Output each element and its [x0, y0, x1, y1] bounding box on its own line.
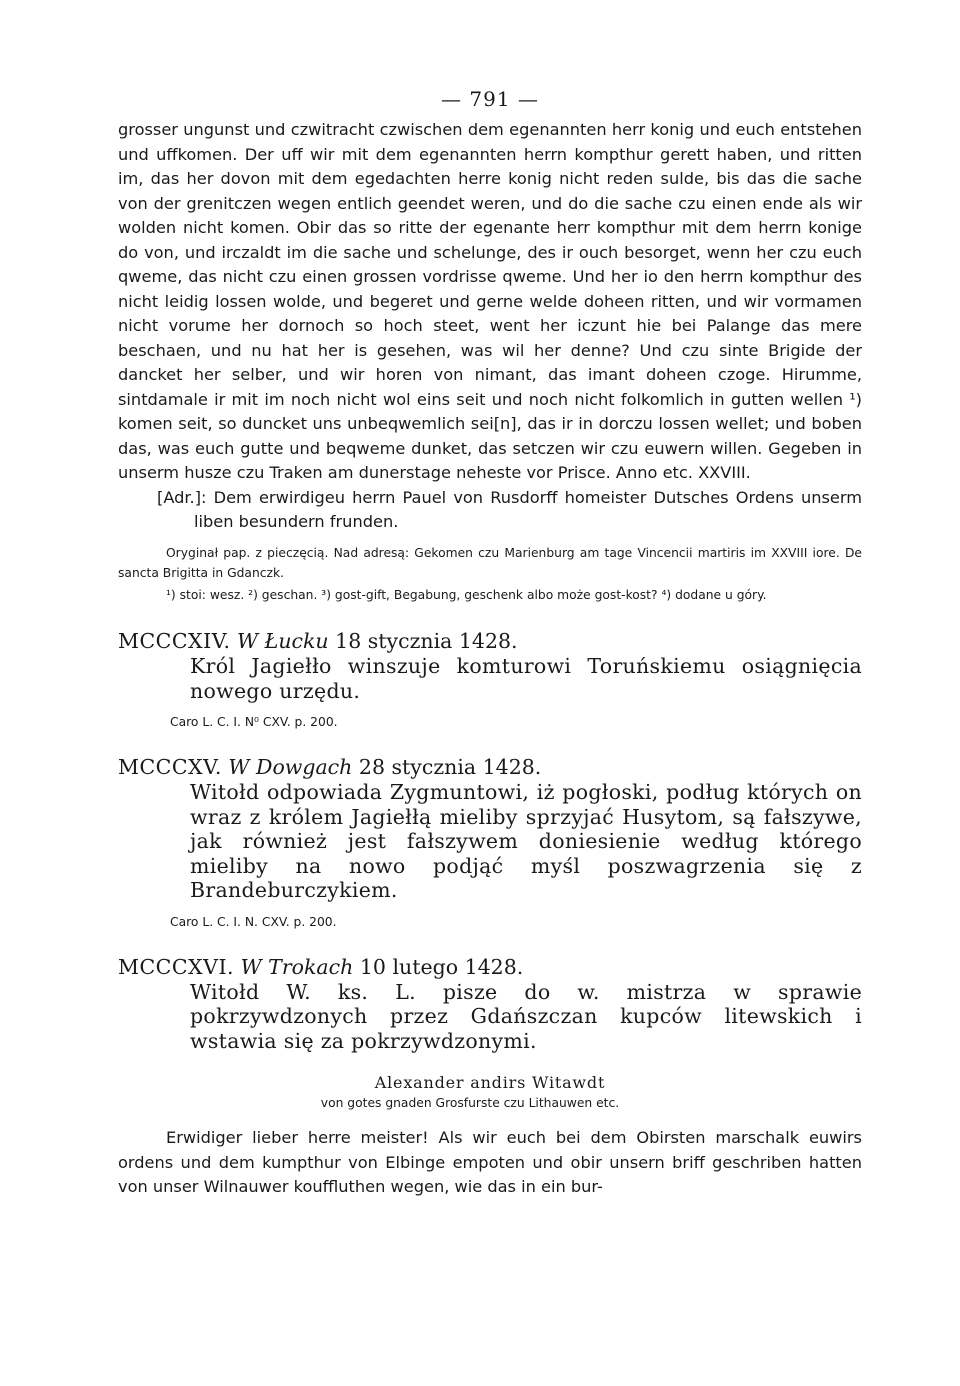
letter-address: [Adr.]: Dem erwirdigeu herrn Pauel von Rusdorff homeister Dutsches Ordens unserm liben besundern frunden.	[157, 487, 862, 531]
letter-sender-title: von gotes gnaden Grosfurste czu Lithauwen etc.	[320, 1096, 620, 1110]
entry-number: MCCCXV.	[118, 755, 222, 779]
letter-opening	[118, 1126, 862, 1200]
letter-body-text: grosser ungunst und czwitracht czwischen dem egenannten herr konig und euch entstehen und uffkomen. Der uff wir mit dem egenannten herrn kompthur gerett haben, und ritten im, das her dovon mit dem egedachten herre konig nicht reden sulde, bis das die sache von der grenitczen wegen entlich geendet weren, und do die sache czu einen ende als wir wolden nicht komen. Obir das so ritte der egenante herr kompthur mit dem herrn konige do von, und irczaldt im die sache und schelunge, des ir ouch besorget, wenn her czu euch qweme, das nicht czu einen grossen vordrisse qweme. Und her io den herrn kompthur des nicht leidig lossen wolde, und begeret und gerne welde doheen ritten, und wir vormamen nicht vorume her dornoch so hoch steet, went her iczunt hie bei Palange das mere beschaen, und nu hat her is gesehen, was wil her denne? Und czu sinte Brigide der dancket her selber, und wir horen von nimant, das imant doheen czoge. Hirumme, sintdamale ir mit im noch nicht wol eins seit und noch nicht folkomlich in gutten wellen ¹) komen seit, so duncket uns unbeqwemlich sei[n], das ir in dorczu lossen wellet; und boben das, was euch gutte und beqweme dunket, das setczen wir czu euwern willen. Gegeben in unserm husze czu Traken am dunerstage neheste vor Prisce. Anno etc. XXVIII.	[118, 120, 862, 482]
letter-opening-text: Erwidiger lieber herre meister! Als wir euch bei dem Obirsten marschalk euwirs ordens und dem kumpthur von Elbinge empoten und obir unsern briff geschriben hatten von unser Wilnauwer kouffluthen wegen, wie das in ein bur-	[118, 1128, 862, 1196]
original-description-note: Oryginał pap. z pieczęcią. Nad adresą: Gekomen czu Marienburg am tage Vincencii martiris im XXVIII iore. De sancta Brigitta in Gdanczk.	[118, 545, 862, 580]
entry-date: 10 lutego 1428.	[359, 954, 524, 979]
entry-mcccxvi	[118, 955, 862, 1054]
entry-summary: Król Jagiełło winszuje komturowi Toruńskiemu osiągnięcia nowego urzędu.	[190, 654, 862, 703]
entry-date: 18 stycznia 1428.	[335, 629, 518, 653]
entry-source: Caro L. C. I. N. CXV. p. 200.	[170, 914, 337, 929]
entry-date: 28 stycznia 1428.	[358, 755, 542, 779]
page-number: — 791 —	[441, 87, 539, 111]
letter-sender: Alexander andirs Witawdt	[374, 1073, 606, 1092]
footnotes: ¹) stoi: wesz. ²) geschan. ³) gost-gift, Begabung, geschenk albo może gost-kost? ⁴) dodane u góry.	[166, 587, 767, 602]
entry-mcccxv	[118, 755, 862, 929]
editorial-notes	[118, 543, 862, 606]
entry-mcccxiv	[118, 629, 862, 729]
entry-number: MCCCXIV.	[118, 629, 231, 653]
entry-number: MCCCXVI.	[118, 954, 235, 979]
entry-source: Caro L. C. I. N⁰ CXV. p. 200.	[170, 715, 338, 729]
entry-summary: Witołd odpowiada Zygmuntowi, iż pogłoski, podług których on wraz z królem Jagiełłą mieliby sprzyjać Husytom, są fałszywe, jak również jest fałszywem doniesienie według którego mieliby na nowo podjąć myśl poszwagrzenia się z Brandeburczykiem.	[190, 780, 862, 902]
entry-place: W Dowgach	[228, 755, 353, 779]
entry-heading	[118, 755, 862, 780]
letter-continuation	[118, 118, 862, 535]
entry-heading	[118, 629, 862, 654]
entry-place: W Łucku	[237, 629, 329, 653]
document-page	[118, 84, 862, 1200]
entry-place: W Trokach	[240, 954, 354, 979]
entry-heading	[118, 955, 862, 980]
entry-summary: Witołd W. ks. L. pisze do w. mistrza w sprawie pokrzywdzonych przez Gdańszczan kupców litewskich i wstawia się za pokrzywdzonymi.	[190, 979, 862, 1053]
